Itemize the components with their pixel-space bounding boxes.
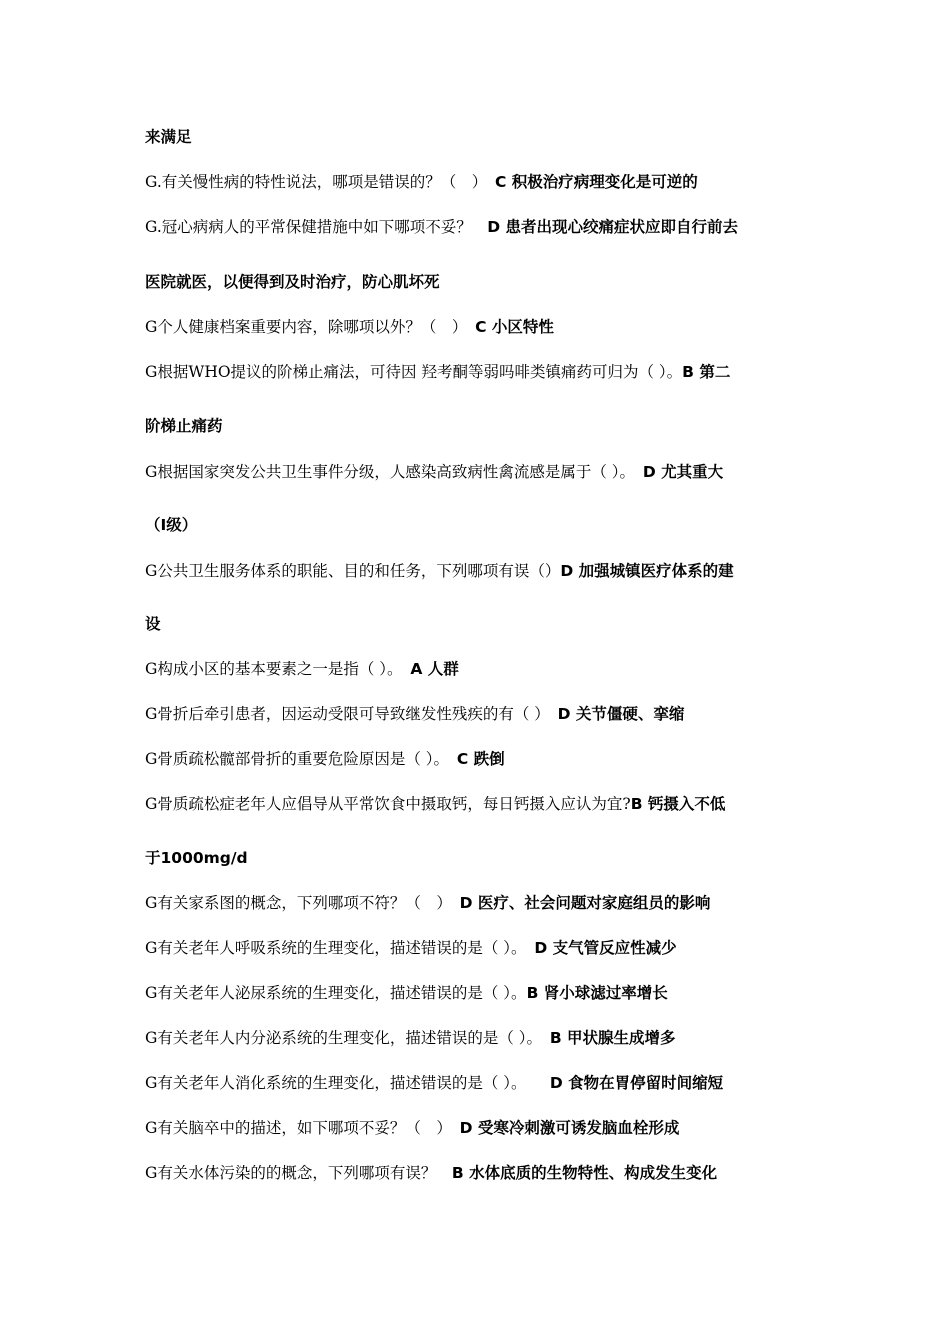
text-line: 医院就医，以便得到及时治疗，防心肌坏死 bbox=[145, 273, 440, 291]
text-line: G个人健康档案重要内容，除哪项以外？（ ） C 小区特性 bbox=[145, 318, 554, 336]
text-line: G有关脑卒中的描述，如下哪项不妥？（ ） D 受寒冷刺激可诱发脑血栓形成 bbox=[145, 1119, 680, 1137]
text-line: G骨质疏松症老年人应倡导从平常饮食中摄取钙，每日钙摄入应认为宜?B 钙摄入不低 bbox=[145, 795, 726, 813]
text-line: G有关老年人消化系统的生理变化，描述错误的是（ ）。 D 食物在胃停留时间缩短 bbox=[145, 1074, 724, 1092]
text-line: G公共卫生服务体系的职能、目的和任务，下列哪项有误（）D 加强城镇医疗体系的建 bbox=[145, 562, 734, 580]
text-line: 阶梯止痛药 bbox=[145, 417, 223, 435]
text-line: G骨质疏松髋部骨折的重要危险原因是（ ）。 C 跌倒 bbox=[145, 750, 505, 768]
text-line: G有关老年人呼吸系统的生理变化，描述错误的是（ ）。 D 支气管反应性减少 bbox=[145, 939, 677, 957]
text-line: G有关水体污染的的概念，下列哪项有误？ B 水体底质的生物特性、构成发生变化 bbox=[145, 1164, 718, 1182]
text-line: 来满足 bbox=[145, 128, 192, 146]
text-line: G有关老年人内分泌系统的生理变化，描述错误的是（ ）。 B 甲状腺生成增多 bbox=[145, 1029, 676, 1047]
text-line: G根据国家突发公共卫生事件分级，人感染高致病性禽流感是属于（ ）。 D 尤其重大 bbox=[145, 463, 724, 481]
text-line: G有关家系图的概念，下列哪项不符？（ ） D 医疗、社会问题对家庭组员的影响 bbox=[145, 894, 711, 912]
text-line: 设 bbox=[145, 615, 161, 633]
text-line: （Ⅰ级） bbox=[145, 516, 198, 534]
text-line: G骨折后牵引患者，因运动受限可导致继发性残疾的有（ ） D 关节僵硬、挛缩 bbox=[145, 705, 685, 723]
text-line: G构成小区的基本要素之一是指（ ）。 A 人群 bbox=[145, 660, 459, 678]
text-line: 于1000mg/d bbox=[145, 849, 248, 867]
text-line: G有关老年人泌尿系统的生理变化，描述错误的是（ ）。B 肾小球滤过率增长 bbox=[145, 984, 668, 1002]
text-line: G根据WHO提议的阶梯止痛法，可待因 羟考酮等弱吗啡类镇痛药可归为（ ）。B 第二 bbox=[145, 363, 731, 381]
text-line: G.有关慢性病的特性说法，哪项是错误的？（ ） C 积极治疗病理变化是可逆的 bbox=[145, 173, 698, 191]
text-line: G.冠心病病人的平常保健措施中如下哪项不妥？ D 患者出现心绞痛症状应即自行前去 bbox=[145, 218, 739, 236]
